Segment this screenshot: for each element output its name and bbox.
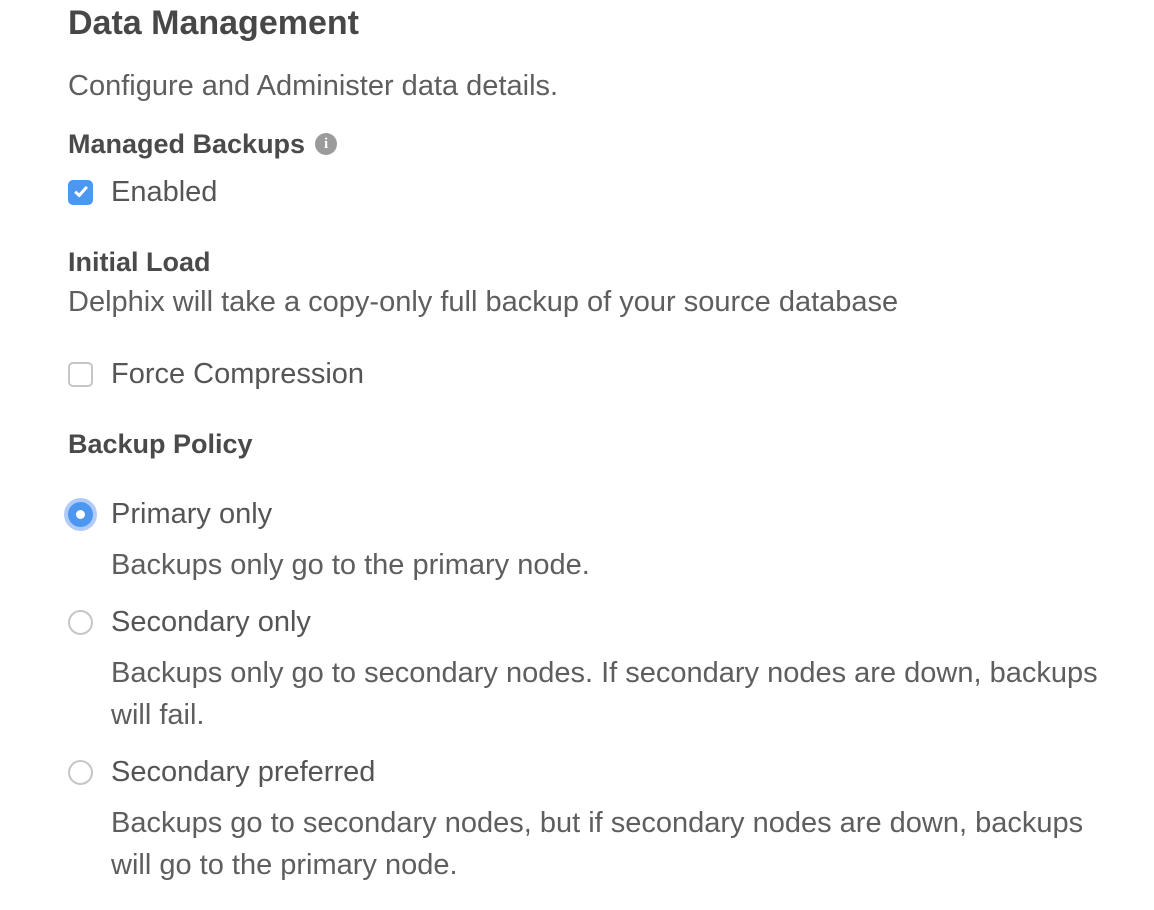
primary-only-description: Backups only go to the primary node. (111, 549, 590, 581)
initial-load-heading: Initial Load (68, 247, 211, 277)
radio-option-secondary-preferred (68, 754, 1118, 886)
secondary-preferred-description: Backups go to secondary nodes, but if secondary nodes are down, backups will go to the primary node. (111, 807, 1084, 881)
radio-option-primary-only (68, 496, 1118, 586)
secondary-preferred-radio[interactable] (68, 760, 93, 785)
page-subtitle: Configure and Administer data details. (68, 70, 559, 102)
secondary-only-description: Backups only go to secondary nodes. If secondary nodes are down, backups will fail. (111, 657, 1098, 731)
radio-option-secondary-only (68, 604, 1118, 736)
secondary-only-radio-label: Secondary only (111, 606, 311, 638)
info-icon[interactable]: i (315, 133, 337, 155)
force-compression-checkbox-row[interactable] (68, 356, 1118, 392)
secondary-only-radio[interactable] (68, 610, 93, 635)
secondary-preferred-radio-row[interactable] (68, 754, 1118, 790)
enabled-checkbox-label: Enabled (111, 176, 218, 208)
initial-load-description: Delphix will take a copy-only full backup of your source database (68, 286, 899, 318)
managed-backups-heading: Managed Backups (68, 129, 306, 159)
secondary-preferred-radio-label: Secondary preferred (111, 756, 376, 788)
primary-only-radio-label: Primary only (111, 498, 273, 530)
backup-policy-heading: Backup Policy (68, 429, 253, 459)
managed-backups-heading-row (68, 126, 1118, 162)
secondary-only-radio-row[interactable] (68, 604, 1118, 640)
checkmark-icon (74, 183, 88, 197)
primary-only-radio[interactable] (68, 502, 93, 527)
enabled-checkbox[interactable] (68, 180, 93, 205)
force-compression-checkbox[interactable] (68, 362, 93, 387)
primary-only-radio-row[interactable] (68, 496, 1118, 532)
enabled-checkbox-row[interactable] (68, 174, 1118, 210)
force-compression-checkbox-label: Force Compression (111, 358, 365, 390)
page-title: Data Management (68, 4, 359, 42)
radio-dot-icon (76, 510, 85, 519)
